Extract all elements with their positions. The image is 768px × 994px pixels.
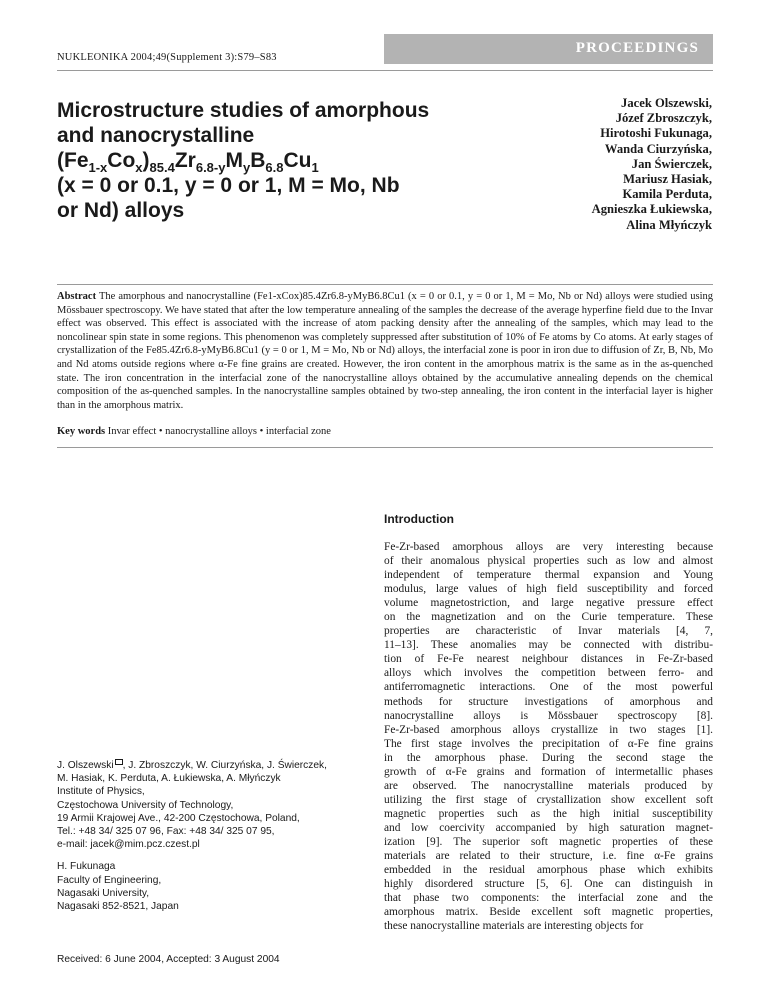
proceedings-banner: PROCEEDINGS (384, 34, 713, 64)
introduction-line: in the amorphous phase. During the second stage the (384, 751, 713, 764)
keywords-text: Invar effect • nanocrystalline alloys • interfacial zone (107, 426, 331, 437)
introduction-body (384, 540, 713, 933)
affiliation-line: Nagasaki University, (57, 887, 150, 899)
affiliation-line: Faculty of Engineering, (57, 874, 162, 886)
author-name: Józef Zbroszczyk, (615, 111, 712, 126)
title-line-4: (x = 0 or 0.1, y = 0 or 1, M = Mo, Nb (57, 174, 400, 197)
affiliation-block (57, 759, 367, 913)
introduction-line: ization [9]. The superior soft magnetic properties of these (384, 835, 713, 848)
introduction-line: highly disordered structure [5, 6]. One can distinguish in (384, 878, 713, 891)
introduction-line: 11–13]. These anomalies may be connected with distribu- (384, 639, 713, 652)
header-divider (57, 70, 713, 71)
author-name: Wanda Ciurzyńska, (604, 141, 712, 156)
affiliation-line: Institute of Physics, (57, 786, 145, 798)
affiliation-line: H. Fukunaga (57, 861, 116, 873)
author-name: Kamila Perduta, (622, 187, 712, 202)
author-name: Alina Młyńczyk (626, 217, 712, 232)
author-list (492, 96, 712, 233)
introduction-line: volume magnetostriction, and large negative pressure effect (384, 597, 713, 610)
affiliation-line: 19 Armii Krajowej Ave., 42-200 Częstochowa, Poland, (57, 812, 300, 824)
introduction-line: methods for structure investigations of amorphous and (384, 695, 713, 708)
introduction-line: amorphous matrix. Beside excellent soft magnetic properties, (384, 906, 713, 919)
author-name: Agnieszka Łukiewska, (591, 202, 712, 217)
introduction-line: growth of α-Fe grains and formation of intermetallic phases (384, 765, 713, 778)
introduction-line: that phase two components: the interfacial zone and the (384, 892, 713, 905)
introduction-line: on the magnetization and on the Curie temperature. These (384, 611, 713, 624)
introduction-line: and low coercivity accompanied by high saturation magnet- (384, 821, 713, 834)
introduction-line: embedded in the residual amorphous phase which exhibits (384, 864, 713, 877)
affiliation-line: Częstochowa University of Technology, (57, 799, 234, 811)
title-line-2: and nanocrystalline (57, 124, 255, 147)
introduction-line: magnetic properties such as the high initial susceptibility (384, 807, 713, 820)
abstract-label: Abstract (57, 291, 97, 302)
affiliation-line: Nagasaki 852-8521, Japan (57, 901, 179, 913)
introduction-line: nanocrystalline alloys is Mössbauer spectroscopy [8]. (384, 709, 713, 722)
abstract (57, 290, 713, 412)
affiliation-line: M. Hasiak, K. Perduta, A. Łukiewska, A. Młyńczyk (57, 773, 281, 785)
introduction-line: independent of temperature thermal expansion and Young (384, 569, 713, 582)
abstract-text: The amorphous and nanocrystalline (Fe1-xCox)85.4Zr6.8-yMyB6.8Cu1 (x = 0 or 0.1, y = 0 or 1, M = Mo, Nb or Nd) alloys were studied using Mössbauer spectroscopy. We have stated that after the low temperature annealing of the samples the decrease of the average hyperfine field due to the Invar effect was observed. This effect is associated with the increase of atom packing density after the annealing of the samples, which may lead to the noncolinear spin state in some regions. This phenomenon was completely suppressed after substitution of 10% of Fe atoms by Co atoms. At early stages of crystallization of the Fe85.4Zr6.8-yMyB6.8Cu1 (y = 0 or 1, M = Mo, Nb or Nd) alloys, the interfacial zone is poor in iron due to diffusion of Zr, B, Nb, Mo and Nd atoms outside regions where α-Fe fine grains are created. However, the iron content in the amorphous matrix is the same as in the as-quenched state. The iron concentration in the interfacial zone of the nanocrystalline alloys obtained by the accumulative annealing depends on the chemical composition of the as-quenched samples. In the nanocrystalline samples obtained by two-step annealing, the iron content in the interfacial layer is higher than in the amorphous matrix. (57, 291, 714, 411)
title-line-3: $(Fe_{1-x}Co_x)_{85.4}Zr_{6.8-y}M_yB_{6.8}Cu_1$ (57, 149, 319, 176)
introduction-line: are observed. The nanocrystalline materials produced by (384, 779, 713, 792)
title-line-1: Microstructure studies of amorphous (57, 99, 430, 122)
title-line-5: or Nd) alloys (57, 199, 185, 222)
author-name: Jan Świerczek, (631, 156, 712, 171)
introduction-line: Fe-Zr-based amorphous alloys crystallize in two stages [1]. (384, 723, 713, 736)
affiliation-authors-line: J. Olszewski , J. Zbroszczyk, W. Ciurzyńska, J. Świerczek, (57, 760, 327, 771)
introduction-line: materials are related to their structure, i.e. fine α-Fe grains (384, 850, 713, 863)
paper-title (57, 98, 467, 223)
introduction-line: tion of Fe-Fe nearest neighbour distances in Fe-Zr-based (384, 653, 713, 666)
keywords-divider (57, 447, 713, 448)
envelope-icon (115, 759, 123, 765)
introduction-line: of their anomalous physical properties such as low and almost (384, 555, 713, 568)
section-heading-introduction: Introduction (384, 512, 454, 526)
author-name: Hirotoshi Fukunaga, (600, 126, 712, 141)
abstract-divider (57, 284, 713, 285)
author-name: Jacek Olszewski, (621, 96, 712, 110)
journal-reference: NUKLEONIKA 2004;49(Supplement 3):S79–S83 (57, 52, 277, 63)
introduction-line: Fe-Zr-based amorphous alloys are very interesting because (384, 541, 713, 553)
author-name: Mariusz Hasiak, (623, 172, 712, 187)
received-accepted-dates: Received: 6 June 2004, Accepted: 3 August 2004 (57, 954, 280, 965)
introduction-line: utilizing the first stage of crystallization show excellent soft (384, 793, 713, 806)
affiliation-line: Tel.: +48 34/ 325 07 96, Fax: +48 34/ 325 07 95, (57, 826, 275, 838)
introduction-line: alloys which involves the competition between ferro- and (384, 667, 713, 680)
introduction-line: The first stage involves the precipitation of α-Fe fine grains (384, 737, 713, 750)
introduction-line: modulus, large values of high field susceptibility and forced (384, 583, 713, 596)
introduction-line: these nanocrystalline materials are interesting objects for (384, 920, 644, 933)
introduction-line: properties are characteristic of Invar materials [4, 7, (384, 625, 713, 638)
affiliation-line: e-mail: jacek@mim.pcz.czest.pl (57, 839, 200, 851)
introduction-line: antiferromagnetic interactions. One of the most powerful (384, 681, 713, 694)
keywords-label: Key words (57, 426, 106, 437)
keywords (57, 425, 713, 439)
